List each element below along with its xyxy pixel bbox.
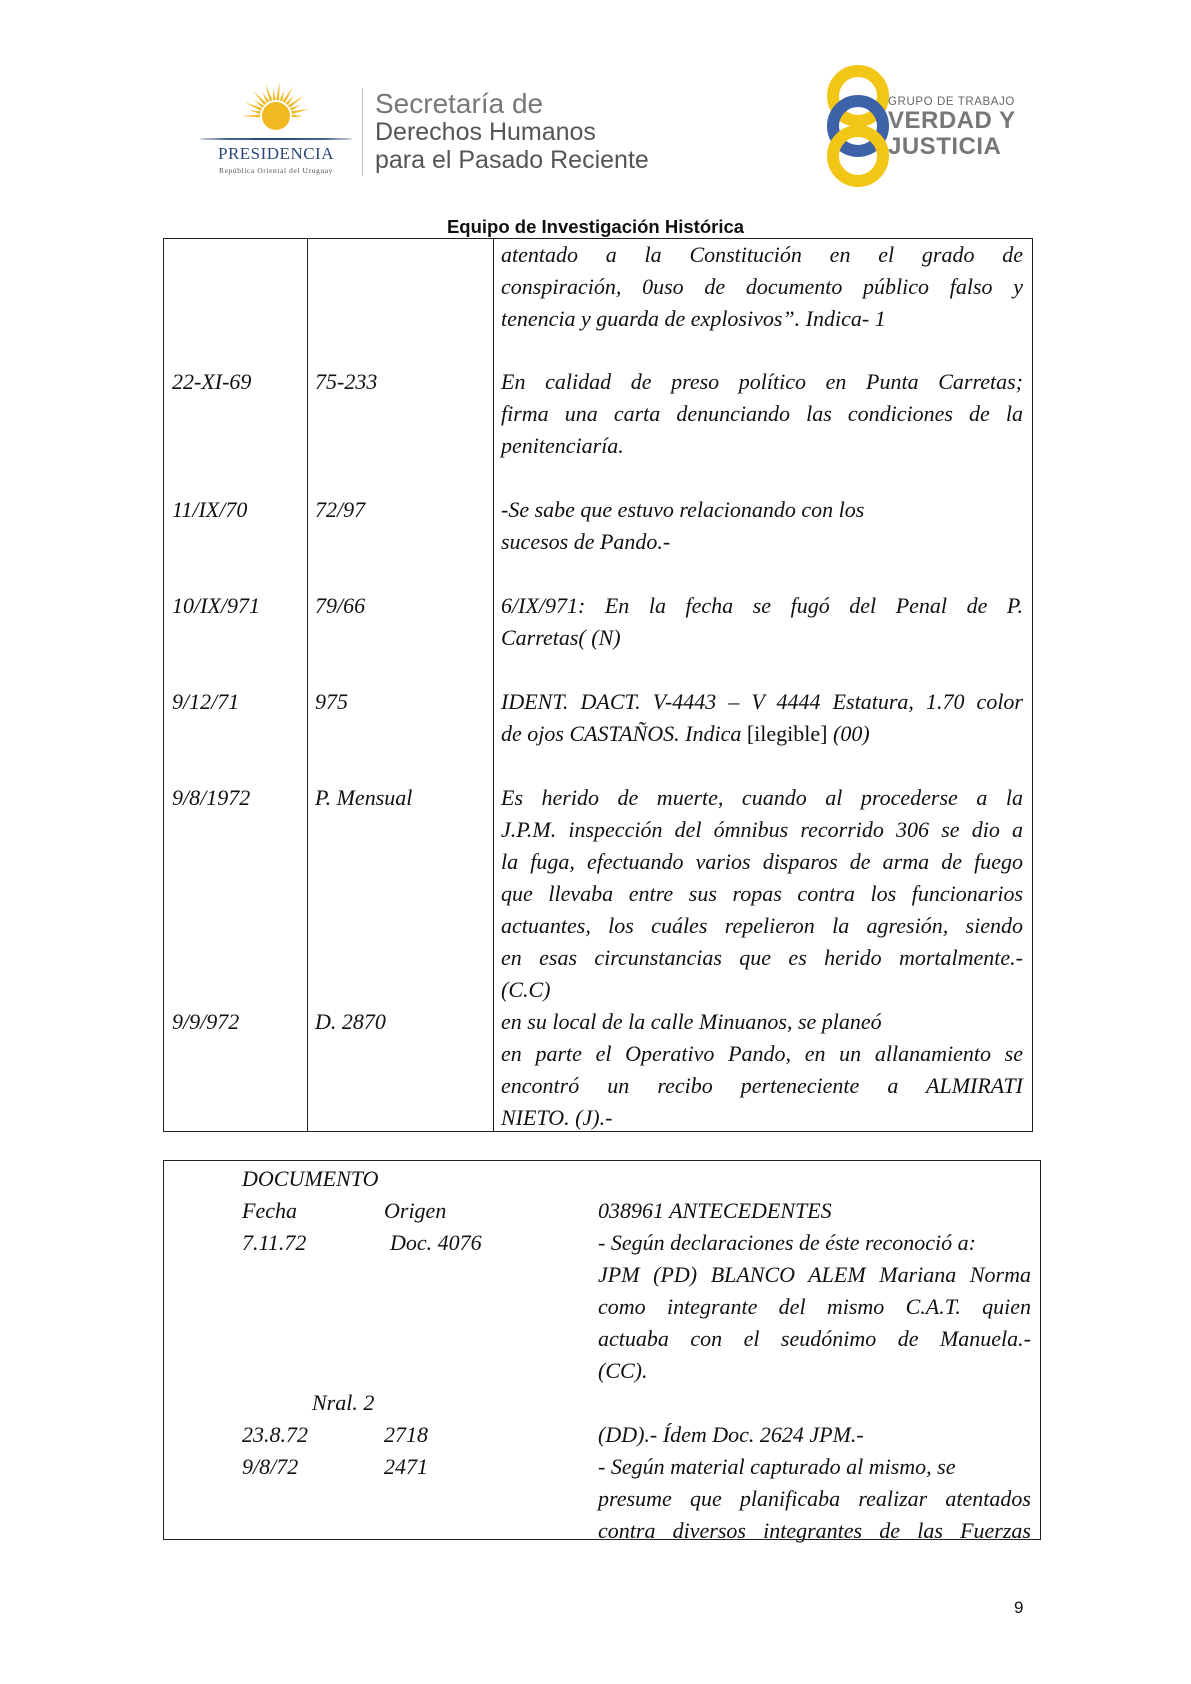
sun-ray <box>273 89 276 100</box>
grupo-trabajo-logo-text <box>888 96 1016 160</box>
row-origin: 72/97 <box>315 497 366 522</box>
grupo-line2: VERDAD Y <box>888 107 1016 134</box>
sun-emblem-icon <box>232 82 320 142</box>
team-title: Equipo de Investigación Histórica <box>446 216 745 237</box>
entry-date: 23.8.72 <box>242 1422 308 1447</box>
sun-ray <box>253 91 266 105</box>
entry-origin: 2471 <box>384 1454 428 1479</box>
entry-date: 9/8/72 <box>242 1454 299 1479</box>
row-date: 9/9/972 <box>172 1009 240 1034</box>
row-date: 9/12/71 <box>172 689 240 714</box>
entry-description: - Según material capturado al mismo, se presume que planificaba realizar atentados contra diversos integrantes de las Fuerzas <box>598 1454 1031 1543</box>
row-description: -Se sabe que estuvo relacionando con los sucesos de Pando.- <box>501 497 865 554</box>
row-date: 22-XI-69 <box>172 369 252 394</box>
illegible-marker: [ilegible] <box>746 721 828 746</box>
sun-ray <box>280 90 285 101</box>
row-description: En calidad de preso político en Punta Carretas; firma una carta denunciando las condiciones de la penitenciaría. <box>501 369 1023 458</box>
secretaria-line1: Secretaría de <box>375 88 544 119</box>
grupo-line3: JUSTICIA <box>888 133 1002 160</box>
sun-ray <box>242 115 260 118</box>
page-number: 9 <box>1014 1598 1024 1617</box>
entry-origin: 2718 <box>384 1422 428 1447</box>
entry-description: - Según declaraciones de éste reconoció a: JPM (PD) BLANCO ALEM Mariana Norma como integrante del mismo C.A.T. quien actuaba con el seudónimo de Manuela.- (CC). <box>598 1230 1031 1383</box>
secretaria-line2: Derechos Humanos <box>375 118 596 146</box>
antecedentes-label: 038961 ANTECEDENTES <box>598 1198 832 1223</box>
column-divider-2 <box>493 239 494 1131</box>
sun-ray <box>288 96 304 108</box>
sun-ray <box>250 110 261 114</box>
row-date: 11/IX/70 <box>172 497 248 522</box>
row-date: 10/IX/971 <box>172 593 260 618</box>
origen-label: Origen <box>384 1198 447 1223</box>
row-description: 6/IX/971: En la fecha se fugó del Penal de P. Carretas( (N) <box>501 593 1023 650</box>
row-description: IDENT. DACT. V-4443 – V 4444 Estatura, 1.70 color de ojos CASTAÑOS. Indica [ilegible] (00) <box>501 689 1023 746</box>
secretaria-logo-text <box>375 90 649 174</box>
presidencia-logo <box>196 82 356 177</box>
row-description: Es herido de muerte, cuando al procederse a la J.P.M. inspección del ómnibus recorrido 306 se dio a la fuga, efectuando varios disparos de arma de fuego que llevaba entre sus ropas contra los funcionarios actuantes, los cuáles repelieron la agresión, siendo en esas circunstancias que es herido mortalmente.- (C.C) <box>501 785 1023 1002</box>
fecha-label: Fecha <box>242 1198 297 1223</box>
records-table <box>163 238 1033 1132</box>
row-origin: 79/66 <box>315 593 366 618</box>
row-description: en su local de la calle Minuanos, se planeó en parte el Operativo Pando, en un allanamiento se encontró un recibo perteneciente a ALMIRATI NIETO. (J).- <box>501 1009 1023 1130</box>
documento-label: DOCUMENTO <box>242 1166 379 1191</box>
nral-label: Nral. 2 <box>312 1390 375 1415</box>
entry-description: (DD).- Ídem Doc. 2624 JPM.- <box>598 1422 864 1447</box>
row-origin: D. 2870 <box>315 1009 386 1034</box>
entry-date: 7.11.72 <box>242 1230 307 1255</box>
sun-ray <box>292 115 303 118</box>
continuation-text: atentado a la Constitución en el grado de conspiración, 0uso de documento público falso y tenencia y guarda de explosivos”. Indica- 1 <box>501 242 1023 331</box>
row-origin: 975 <box>315 689 348 714</box>
antecedentes-table <box>163 1160 1041 1543</box>
page-header <box>0 0 1191 215</box>
row-origin: P. Mensual <box>315 785 413 810</box>
grupo-line1: GRUPO DE TRABAJO <box>888 96 1015 108</box>
sun-ray <box>276 82 279 100</box>
presidencia-subtitle: República Oriental del Uruguay <box>218 166 333 175</box>
presidencia-name: PRESIDENCIA <box>217 144 334 163</box>
secretaria-line3: para el Pasado Reciente <box>375 146 649 174</box>
sun-ray <box>283 87 293 103</box>
entry-origin: Doc. 4076 <box>390 1230 482 1255</box>
presidencia-arc <box>200 138 352 140</box>
sun-ray <box>291 109 309 114</box>
row-date: 9/8/1972 <box>172 785 251 810</box>
logo-divider <box>362 88 363 176</box>
row-origin: 75-233 <box>315 369 378 394</box>
column-divider-1 <box>307 239 308 1131</box>
